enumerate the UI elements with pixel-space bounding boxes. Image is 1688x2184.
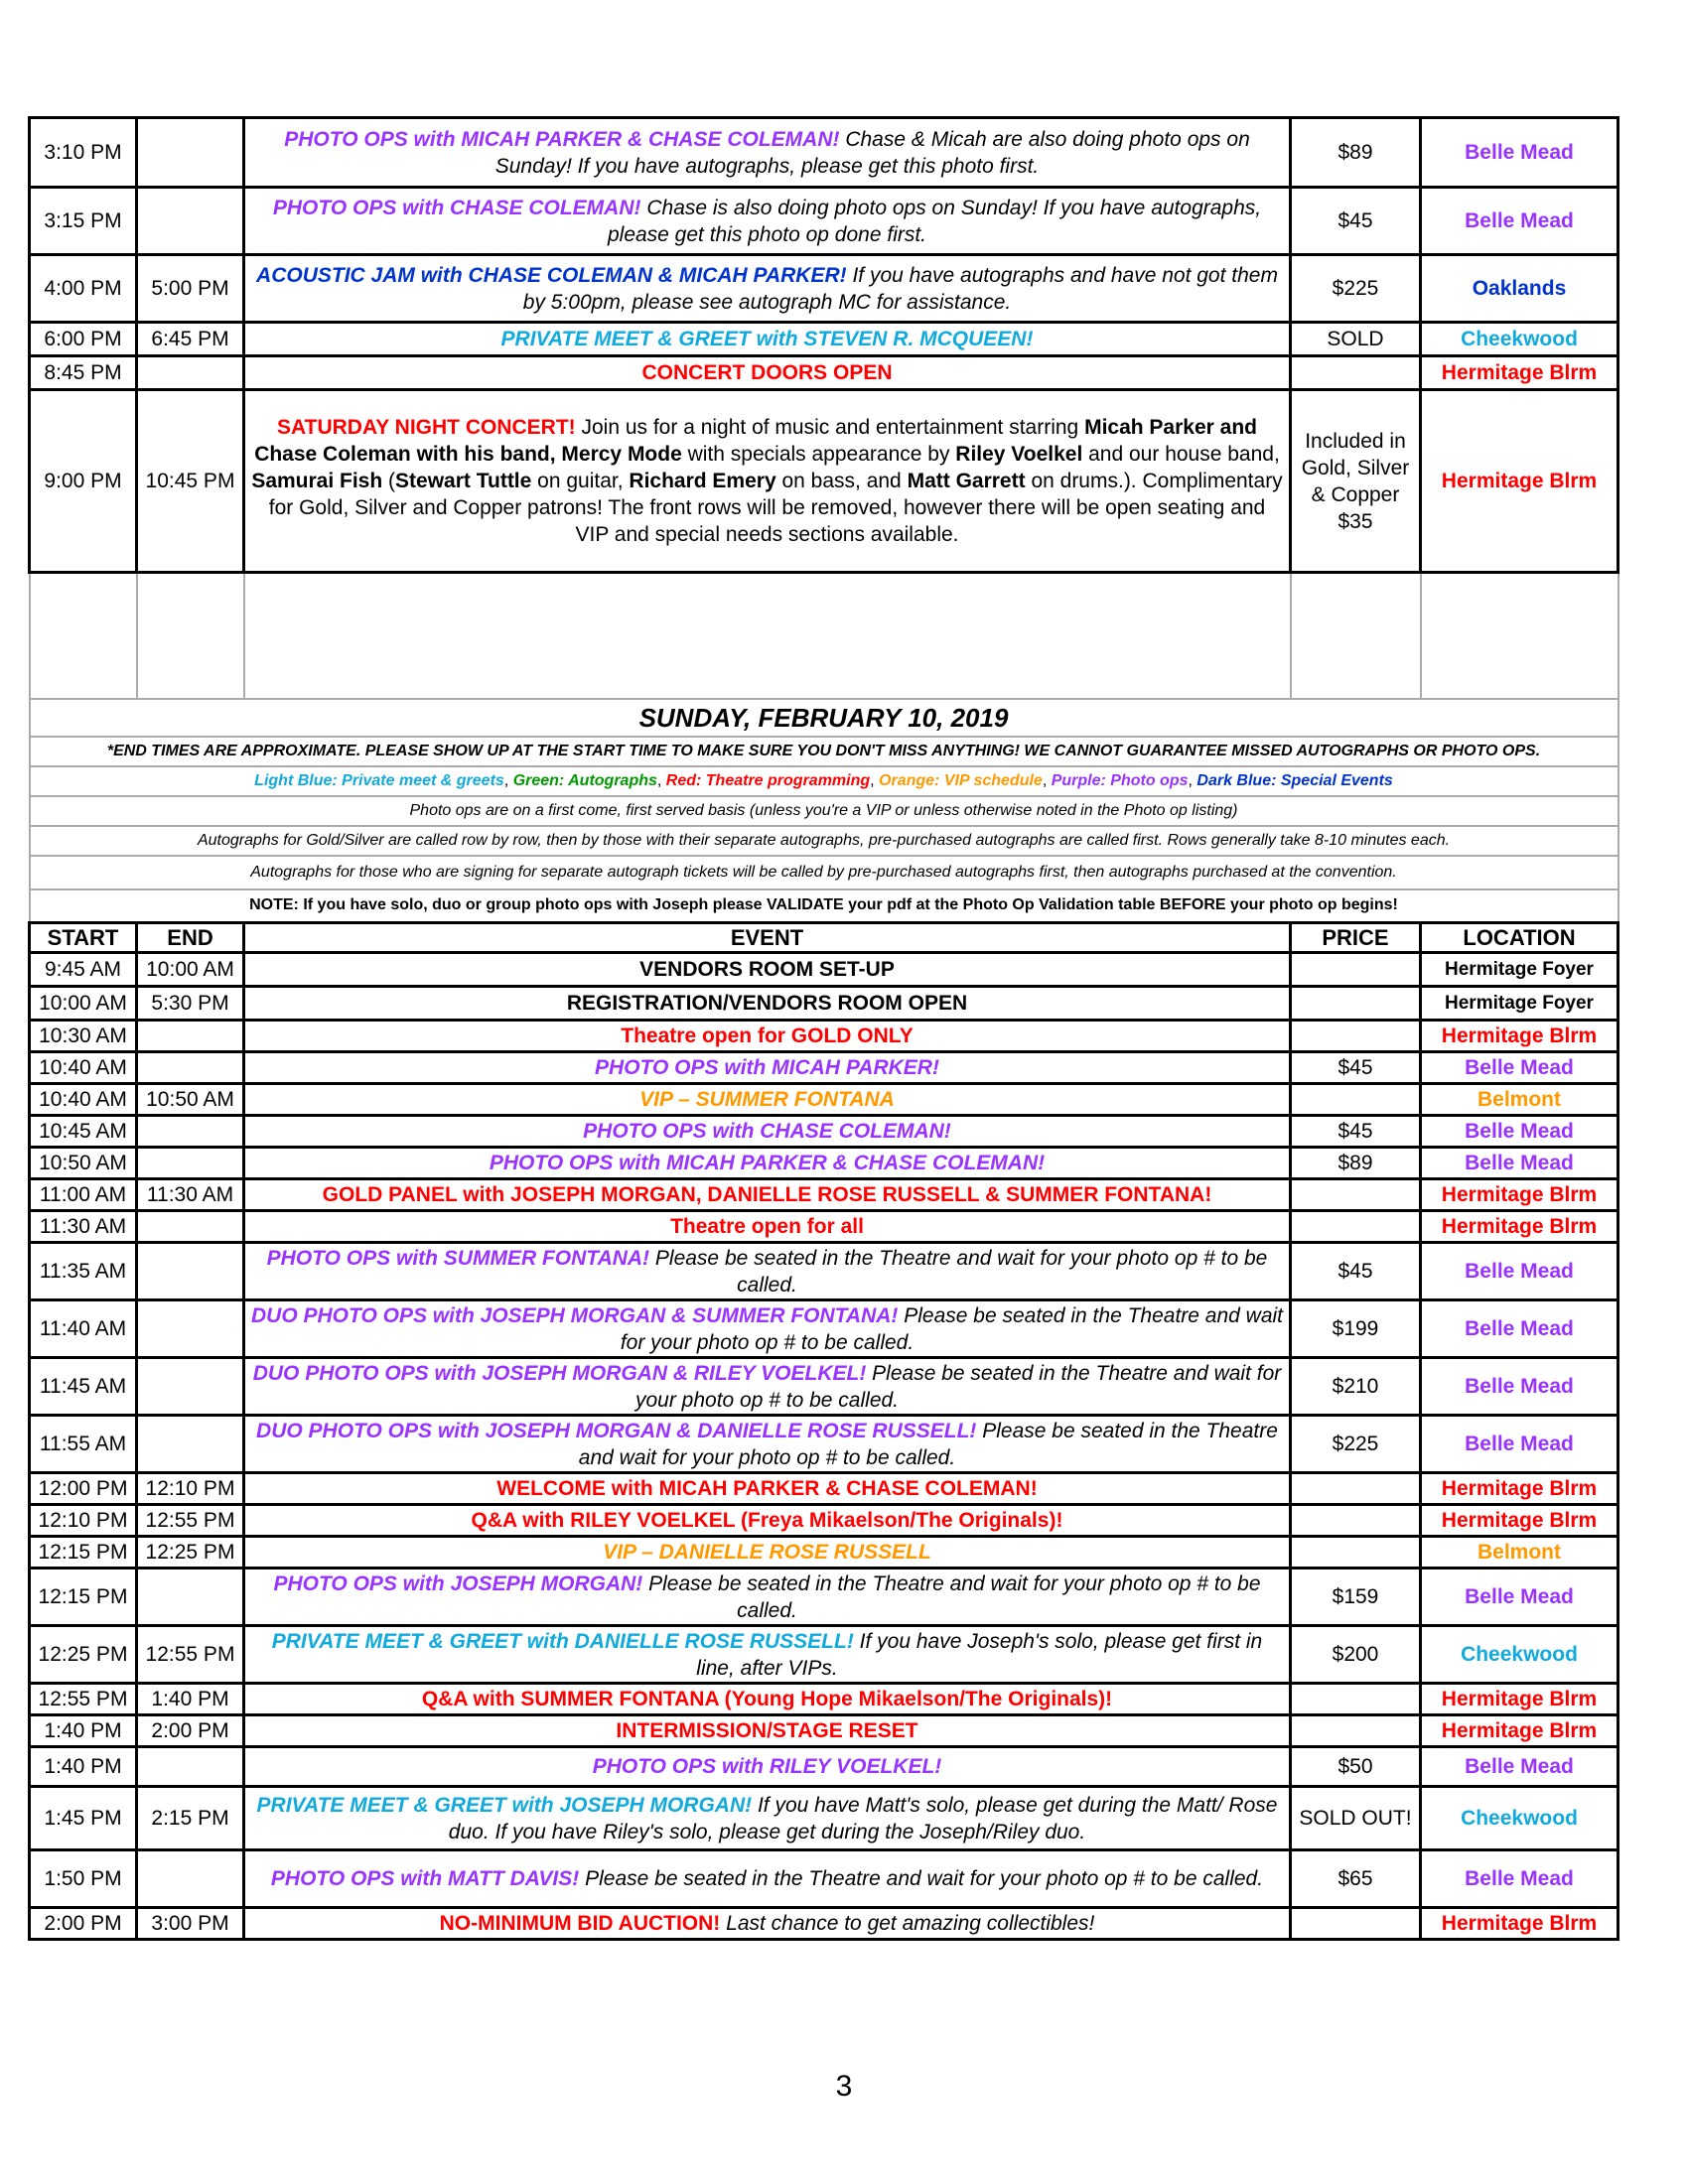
event-title: INTERMISSION/STAGE RESET [616,1719,918,1742]
end-times-note: *END TIMES ARE APPROXIMATE. PLEASE SHOW UP AT THE START TIME TO MAKE SURE YOU DON'T MISS ANYTHING! WE CANNOT GUARANTEE MISSED AUTOGRAPHS OR PHOTO OPS. [30,737,1618,766]
row-location: Hermitage Blrm [1421,1715,1618,1747]
event-detail: If you have Matt's solo, please get during the Matt/ Rose duo. If you have Riley's solo, please get during the Joseph/Riley duo. [448,1793,1278,1843]
event-title: Q&A with SUMMER FONTANA (Young Hope Mikaelson/The Originals)! [421,1688,1113,1710]
schedule-table [28,116,1619,1941]
row-location: Belmont [1421,1084,1618,1116]
row-end: 6:45 PM [137,323,244,356]
row-start: 6:00 PM [30,323,137,356]
photo-op-note: Photo ops are on a first come, first served basis (unless you're a VIP or unless otherwise noted in the Photo op listing) [30,796,1618,826]
schedule-row [30,1021,1618,1052]
row-location: Hermitage Blrm [1421,1505,1618,1537]
row-price [1291,1715,1421,1747]
row-price [1291,1211,1421,1243]
col-event: EVENT [244,923,1291,953]
row-end: 11:30 AM [137,1179,244,1211]
row-location: Cheekwood [1421,323,1618,356]
event-title: PHOTO OPS with CHASE COLEMAN! [272,196,641,219]
schedule-row [30,1569,1618,1626]
event-detail: Please be seated in the Theatre and wait for your photo op # to be called. [578,1419,1278,1469]
row-event [244,118,1291,188]
event-detail: Chase is also doing photo ops on Sunday! If you have autographs, please get this photo op done first. [607,196,1262,246]
schedule-row [30,356,1618,390]
row-price [1291,953,1421,987]
schedule-row [30,1715,1618,1747]
row-location: Hermitage Blrm [1421,356,1618,390]
schedule-sheet [28,116,1617,1941]
event-title: PHOTO OPS with SUMMER FONTANA! [266,1246,650,1270]
row-location: Belle Mead [1421,1243,1618,1300]
row-event [244,1179,1291,1211]
event-detail: If you have autographs and have not got them by 5:00pm, please see autograph MC for assistance. [522,263,1278,314]
row-price: $159 [1291,1569,1421,1626]
row-price: $89 [1291,1148,1421,1179]
schedule-row [30,1626,1618,1684]
event-title: VIP – DANIELLE ROSE RUSSELL [603,1541,931,1564]
schedule-row [30,1179,1618,1211]
row-end [137,1850,244,1908]
row-event [244,1505,1291,1537]
row-end [137,118,244,188]
row-start: 3:15 PM [30,188,137,255]
schedule-row [30,1052,1618,1084]
row-start: 9:45 AM [30,953,137,987]
row-start: 10:40 AM [30,1084,137,1116]
row-location: Belle Mead [1421,1300,1618,1358]
event-title: NO-MINIMUM BID AUCTION! [439,1912,721,1935]
row-end [137,1148,244,1179]
schedule-row [30,1116,1618,1148]
row-event [244,1358,1291,1416]
row-location: Belle Mead [1421,1358,1618,1416]
row-end: 1:40 PM [137,1684,244,1715]
row-end: 5:00 PM [137,255,244,323]
event-title: VENDORS ROOM SET-UP [639,958,895,981]
row-end [137,1747,244,1787]
event-detail: Please be seated in the Theatre and wait for your photo op # to be called. [579,1867,1264,1890]
row-location: Oaklands [1421,255,1618,323]
schedule-row [30,255,1618,323]
row-location: Belle Mead [1421,1148,1618,1179]
row-location: Hermitage Blrm [1421,1473,1618,1505]
row-price: $199 [1291,1300,1421,1358]
row-end: 2:15 PM [137,1787,244,1850]
row-location: Belle Mead [1421,1569,1618,1626]
schedule-row [30,987,1618,1021]
row-end: 12:55 PM [137,1626,244,1684]
row-event [244,188,1291,255]
row-end [137,1300,244,1358]
event-title: PHOTO OPS with MICAH PARKER & CHASE COLEMAN! [489,1152,1046,1174]
row-end: 10:45 PM [137,390,244,573]
row-end: 12:25 PM [137,1537,244,1569]
row-event [244,1021,1291,1052]
validation-note: NOTE: If you have solo, duo or group photo ops with Joseph please VALIDATE your pdf at the Photo Op Validation table BEFORE your photo op begins! [30,889,1618,923]
color-legend: Light Blue: Private meet & greets, Green: Autographs, Red: Theatre programming, Orange: VIP schedule, Purple: Photo ops, Dark Blue: Special Events [30,766,1618,796]
row-end [137,1021,244,1052]
row-start: 4:00 PM [30,255,137,323]
row-location: Belle Mead [1421,1850,1618,1908]
row-price: $45 [1291,1052,1421,1084]
row-end: 10:50 AM [137,1084,244,1116]
row-location: Hermitage Blrm [1421,1908,1618,1940]
schedule-row [30,1850,1618,1908]
row-price [1291,1908,1421,1940]
schedule-row [30,188,1618,255]
event-title: PHOTO OPS with RILEY VOELKEL! [592,1755,942,1778]
row-end [137,1569,244,1626]
row-price: SOLD [1291,323,1421,356]
schedule-row [30,953,1618,987]
event-title: CONCERT DOORS OPEN [641,361,893,384]
row-price: $200 [1291,1626,1421,1684]
page-number: 3 [835,2070,853,2103]
row-start: 11:45 AM [30,1358,137,1416]
event-detail: Please be seated in the Theatre and wait for your photo op # to be called. [649,1246,1268,1297]
event-title: PRIVATE MEET & GREET with STEVEN R. MCQUEEN! [500,328,1034,350]
row-event [244,1116,1291,1148]
row-start: 12:10 PM [30,1505,137,1537]
schedule-row [30,1908,1618,1940]
event-title: PRIVATE MEET & GREET with JOSEPH MORGAN! [256,1793,753,1817]
row-price [1291,1505,1421,1537]
row-event [244,1715,1291,1747]
schedule-row [30,1787,1618,1850]
event-title: DUO PHOTO OPS with JOSEPH MORGAN & RILEY VOELKEL! [252,1361,867,1385]
row-location: Hermitage Blrm [1421,1211,1618,1243]
schedule-row [30,1358,1618,1416]
row-price [1291,987,1421,1021]
schedule-row [30,1747,1618,1787]
row-location: Belle Mead [1421,1052,1618,1084]
schedule-row [30,1473,1618,1505]
autograph-note: Autographs for Gold/Silver are called row by row, then by those with their separate autographs, pre-purchased autographs are called first. Rows generally take 8-10 minutes each. [30,826,1618,856]
event-title: PRIVATE MEET & GREET with DANIELLE ROSE RUSSELL! [271,1629,854,1653]
row-start: 12:25 PM [30,1626,137,1684]
event-title: PHOTO OPS with MICAH PARKER & CHASE COLEMAN! [284,127,840,151]
row-event [244,356,1291,390]
row-price: $50 [1291,1747,1421,1787]
row-price: $65 [1291,1850,1421,1908]
saturday-rows [30,118,1618,390]
row-location: Belle Mead [1421,1747,1618,1787]
row-event [244,1626,1291,1684]
schedule-row [30,1416,1618,1473]
event-title: WELCOME with MICAH PARKER & CHASE COLEMAN! [496,1477,1038,1500]
row-end: 12:55 PM [137,1505,244,1537]
event-title: VIP – SUMMER FONTANA [639,1088,895,1111]
schedule-row [30,323,1618,356]
schedule-row [30,1300,1618,1358]
row-price: $45 [1291,188,1421,255]
event-detail: If you have Joseph's solo, please get first in line, after VIPs. [696,1629,1263,1680]
event-title: DUO PHOTO OPS with JOSEPH MORGAN & SUMMER FONTANA! [251,1303,899,1327]
row-end: 3:00 PM [137,1908,244,1940]
row-start: 11:35 AM [30,1243,137,1300]
event-title: PHOTO OPS with MICAH PARKER! [595,1056,939,1079]
row-end: 5:30 PM [137,987,244,1021]
row-end: 12:10 PM [137,1473,244,1505]
row-price [1291,1084,1421,1116]
legend-purple: Purple: Photo ops [1051,771,1189,789]
row-event [244,953,1291,987]
row-start: 12:55 PM [30,1684,137,1715]
row-location: Hermitage Blrm [1421,1684,1618,1715]
row-event [244,255,1291,323]
row-price [1291,1537,1421,1569]
row-start: 12:15 PM [30,1569,137,1626]
row-end [137,1052,244,1084]
schedule-row [30,1243,1618,1300]
col-end: END [137,923,244,953]
row-event [244,1684,1291,1715]
row-price: $225 [1291,1416,1421,1473]
separate-autograph-note: Autographs for those who are signing for separate autograph tickets will be called by pre-purchased autographs first, then autographs purchased at the convention. [30,856,1618,889]
row-price [1291,1473,1421,1505]
row-start: 1:40 PM [30,1715,137,1747]
row-location: Cheekwood [1421,1626,1618,1684]
event-detail: Last chance to get amazing collectibles! [720,1912,1095,1935]
row-event [244,1300,1291,1358]
row-location: Hermitage Blrm [1421,390,1618,573]
row-location: Belmont [1421,1537,1618,1569]
event-title: SATURDAY NIGHT CONCERT! [277,416,576,439]
row-event [244,1787,1291,1850]
row-price [1291,1179,1421,1211]
day-heading: SUNDAY, FEBRUARY 10, 2019 [30,699,1618,737]
row-location: Belle Mead [1421,1416,1618,1473]
row-end: 2:00 PM [137,1715,244,1747]
row-price: $45 [1291,1243,1421,1300]
row-end [137,1416,244,1473]
row-location: Belle Mead [1421,188,1618,255]
blank-row [30,573,1618,699]
event-detail: Please be seated in the Theatre and wait for your photo op # to be called. [620,1303,1284,1354]
schedule-row [30,1537,1618,1569]
row-start: 3:10 PM [30,118,137,188]
event-title: PHOTO OPS with JOSEPH MORGAN! [273,1571,643,1595]
row-event [244,1243,1291,1300]
schedule-row [30,1505,1618,1537]
row-start: 8:45 PM [30,356,137,390]
schedule-row [30,1148,1618,1179]
row-price: Included in Gold, Silver & Copper $35 [1291,390,1421,573]
row-price [1291,1684,1421,1715]
row-event [244,1473,1291,1505]
event-title: Q&A with RILEY VOELKEL (Freya Mikaelson/The Originals)! [471,1509,1063,1532]
row-start: 10:45 AM [30,1116,137,1148]
row-start: 12:15 PM [30,1537,137,1569]
row-end [137,356,244,390]
row-start: 10:30 AM [30,1021,137,1052]
sunday-header [30,699,1618,953]
row-event [244,1084,1291,1116]
event-detail: Please be seated in the Theatre and wait for your photo op # to be called. [634,1361,1282,1412]
event-title: GOLD PANEL with JOSEPH MORGAN, DANIELLE ROSE RUSSELL & SUMMER FONTANA! [322,1183,1212,1206]
event-title: REGISTRATION/VENDORS ROOM OPEN [566,992,968,1015]
row-event [244,323,1291,356]
row-location: Hermitage Foyer [1421,987,1618,1021]
row-event [244,1416,1291,1473]
row-start: 10:40 AM [30,1052,137,1084]
row-start: 12:00 PM [30,1473,137,1505]
event-title: DUO PHOTO OPS with JOSEPH MORGAN & DANIELLE ROSE RUSSELL! [256,1419,977,1442]
event-detail: Please be seated in the Theatre and wait for your photo op # to be called. [642,1571,1261,1622]
row-start: 1:45 PM [30,1787,137,1850]
row-price: SOLD OUT! [1291,1787,1421,1850]
column-headers [30,923,1618,953]
row-start: 11:55 AM [30,1416,137,1473]
row-end: 10:00 AM [137,953,244,987]
row-location: Belle Mead [1421,118,1618,188]
legend-orange: Orange: VIP schedule [879,771,1043,789]
row-event [244,1148,1291,1179]
event-title: PHOTO OPS with MATT DAVIS! [270,1867,580,1890]
row-location: Hermitage Blrm [1421,1021,1618,1052]
col-start: START [30,923,137,953]
row-event: SATURDAY NIGHT CONCERT! Join us for a night of music and entertainment starring Micah Parker and Chase Coleman with his band, Mercy Mode with specials appearance by Riley Voelkel and our house band, Samurai Fish (Stewart Tuttle on guitar, Richard Emery on bass, and Matt Garrett on drums.). Complimentary for Gold, Silver and Copper patrons! The front rows will be removed, however there will be open seating and VIP and special needs sections available. [244,390,1291,573]
sunday-rows [30,953,1618,1940]
row-end [137,1243,244,1300]
event-title: Theatre open for all [670,1215,864,1238]
legend-lightblue: Light Blue: Private meet & greets [254,771,504,789]
row-start: 11:00 AM [30,1179,137,1211]
row-start: 10:50 AM [30,1148,137,1179]
row-location: Cheekwood [1421,1787,1618,1850]
row-event [244,1537,1291,1569]
row-start: 11:40 AM [30,1300,137,1358]
row-location: Hermitage Foyer [1421,953,1618,987]
col-price: PRICE [1291,923,1421,953]
row-end [137,1116,244,1148]
legend-red: Red: Theatre programming [665,771,871,789]
row-price [1291,1021,1421,1052]
event-detail: Chase & Micah are also doing photo ops on Sunday! If you have autographs, please get this photo first. [494,127,1250,178]
event-title: Theatre open for GOLD ONLY [621,1024,914,1047]
event-title: ACOUSTIC JAM with CHASE COLEMAN & MICAH PARKER! [256,263,847,287]
row-start: 1:40 PM [30,1747,137,1787]
row-start: 11:30 AM [30,1211,137,1243]
row-location: Hermitage Blrm [1421,1179,1618,1211]
col-location: LOCATION [1421,923,1618,953]
row-start: 10:00 AM [30,987,137,1021]
row-end [137,188,244,255]
row-event [244,1052,1291,1084]
row-start: 2:00 PM [30,1908,137,1940]
row-price: $225 [1291,255,1421,323]
row-price: $45 [1291,1116,1421,1148]
row-event [244,1850,1291,1908]
row-end [137,1358,244,1416]
row-event [244,1569,1291,1626]
row-price: $210 [1291,1358,1421,1416]
row-event [244,1908,1291,1940]
row-event [244,1211,1291,1243]
row-end [137,1211,244,1243]
schedule-row [30,118,1618,188]
row-price: $89 [1291,118,1421,188]
event-title: PHOTO OPS with CHASE COLEMAN! [583,1120,951,1143]
legend-green: Green: Autographs [512,771,657,789]
schedule-row [30,1084,1618,1116]
concert-row [30,390,1618,573]
concert-section [30,390,1618,699]
row-location: Belle Mead [1421,1116,1618,1148]
row-price [1291,356,1421,390]
schedule-row [30,1684,1618,1715]
row-start: 9:00 PM [30,390,137,573]
row-event [244,1747,1291,1787]
legend-darkblue: Dark Blue: Special Events [1196,771,1393,789]
row-start: 1:50 PM [30,1850,137,1908]
schedule-row [30,1211,1618,1243]
row-event [244,987,1291,1021]
